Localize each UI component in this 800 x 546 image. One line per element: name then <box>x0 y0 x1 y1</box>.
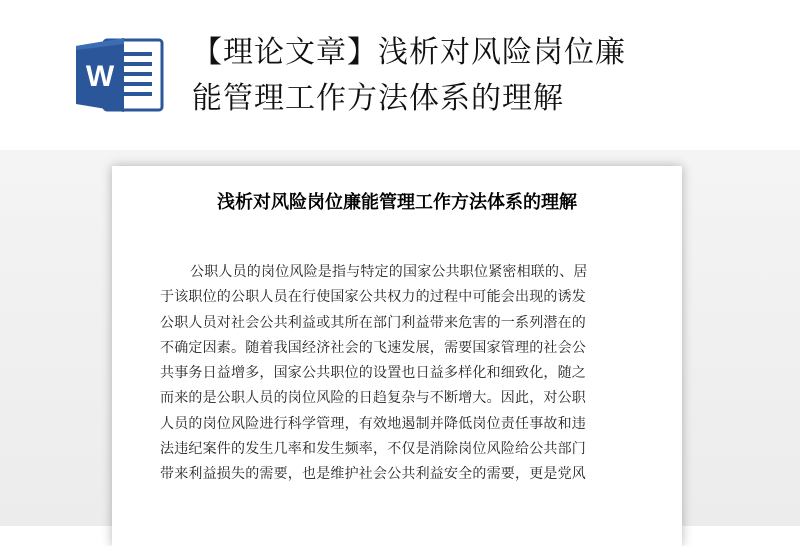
word-document-icon <box>76 38 164 112</box>
body-line: 公职人员对社会公共利益或其所在部门利益带来危害的一系列潜在的 <box>160 314 586 331</box>
header-title-line-1: 【理论文章】浅析对风险岗位廉 <box>192 35 626 70</box>
body-line: 不确定因素。随着我国经济社会的飞速发展，需要国家管理的社会公 <box>160 339 586 356</box>
header-title-line-2: 能管理工作方法体系的理解 <box>192 81 564 116</box>
document-body <box>160 260 640 488</box>
body-line: 人员的岗位风险进行科学管理，有效地遏制并降低岗位责任事故和违 <box>160 415 586 432</box>
document-page <box>112 166 682 546</box>
header-title <box>192 30 792 122</box>
body-line: 共事务日益增多，国家公共职位的设置也日益多样化和细致化，随之 <box>160 365 586 382</box>
word-icon-letter: W <box>85 60 115 93</box>
body-line: 于该职位的公职人员在行使国家公共权力的过程中可能会出现的诱发 <box>160 289 586 306</box>
document-title: 浅析对风险岗位廉能管理工作方法体系的理解 <box>217 192 577 213</box>
body-line: 法违纪案件的发生几率和发生频率，不仅是消除岗位风险给公共部门 <box>160 441 586 458</box>
body-line: 带来利益损失的需要，也是维护社会公共利益安全的需要，更是党风 <box>160 466 586 483</box>
body-line: 而来的是公职人员的岗位风险的日趋复杂与不断增大。因此，对公职 <box>160 390 586 407</box>
body-line: 公职人员的岗位风险是指与特定的国家公共职位紧密相联的、居 <box>190 264 588 280</box>
